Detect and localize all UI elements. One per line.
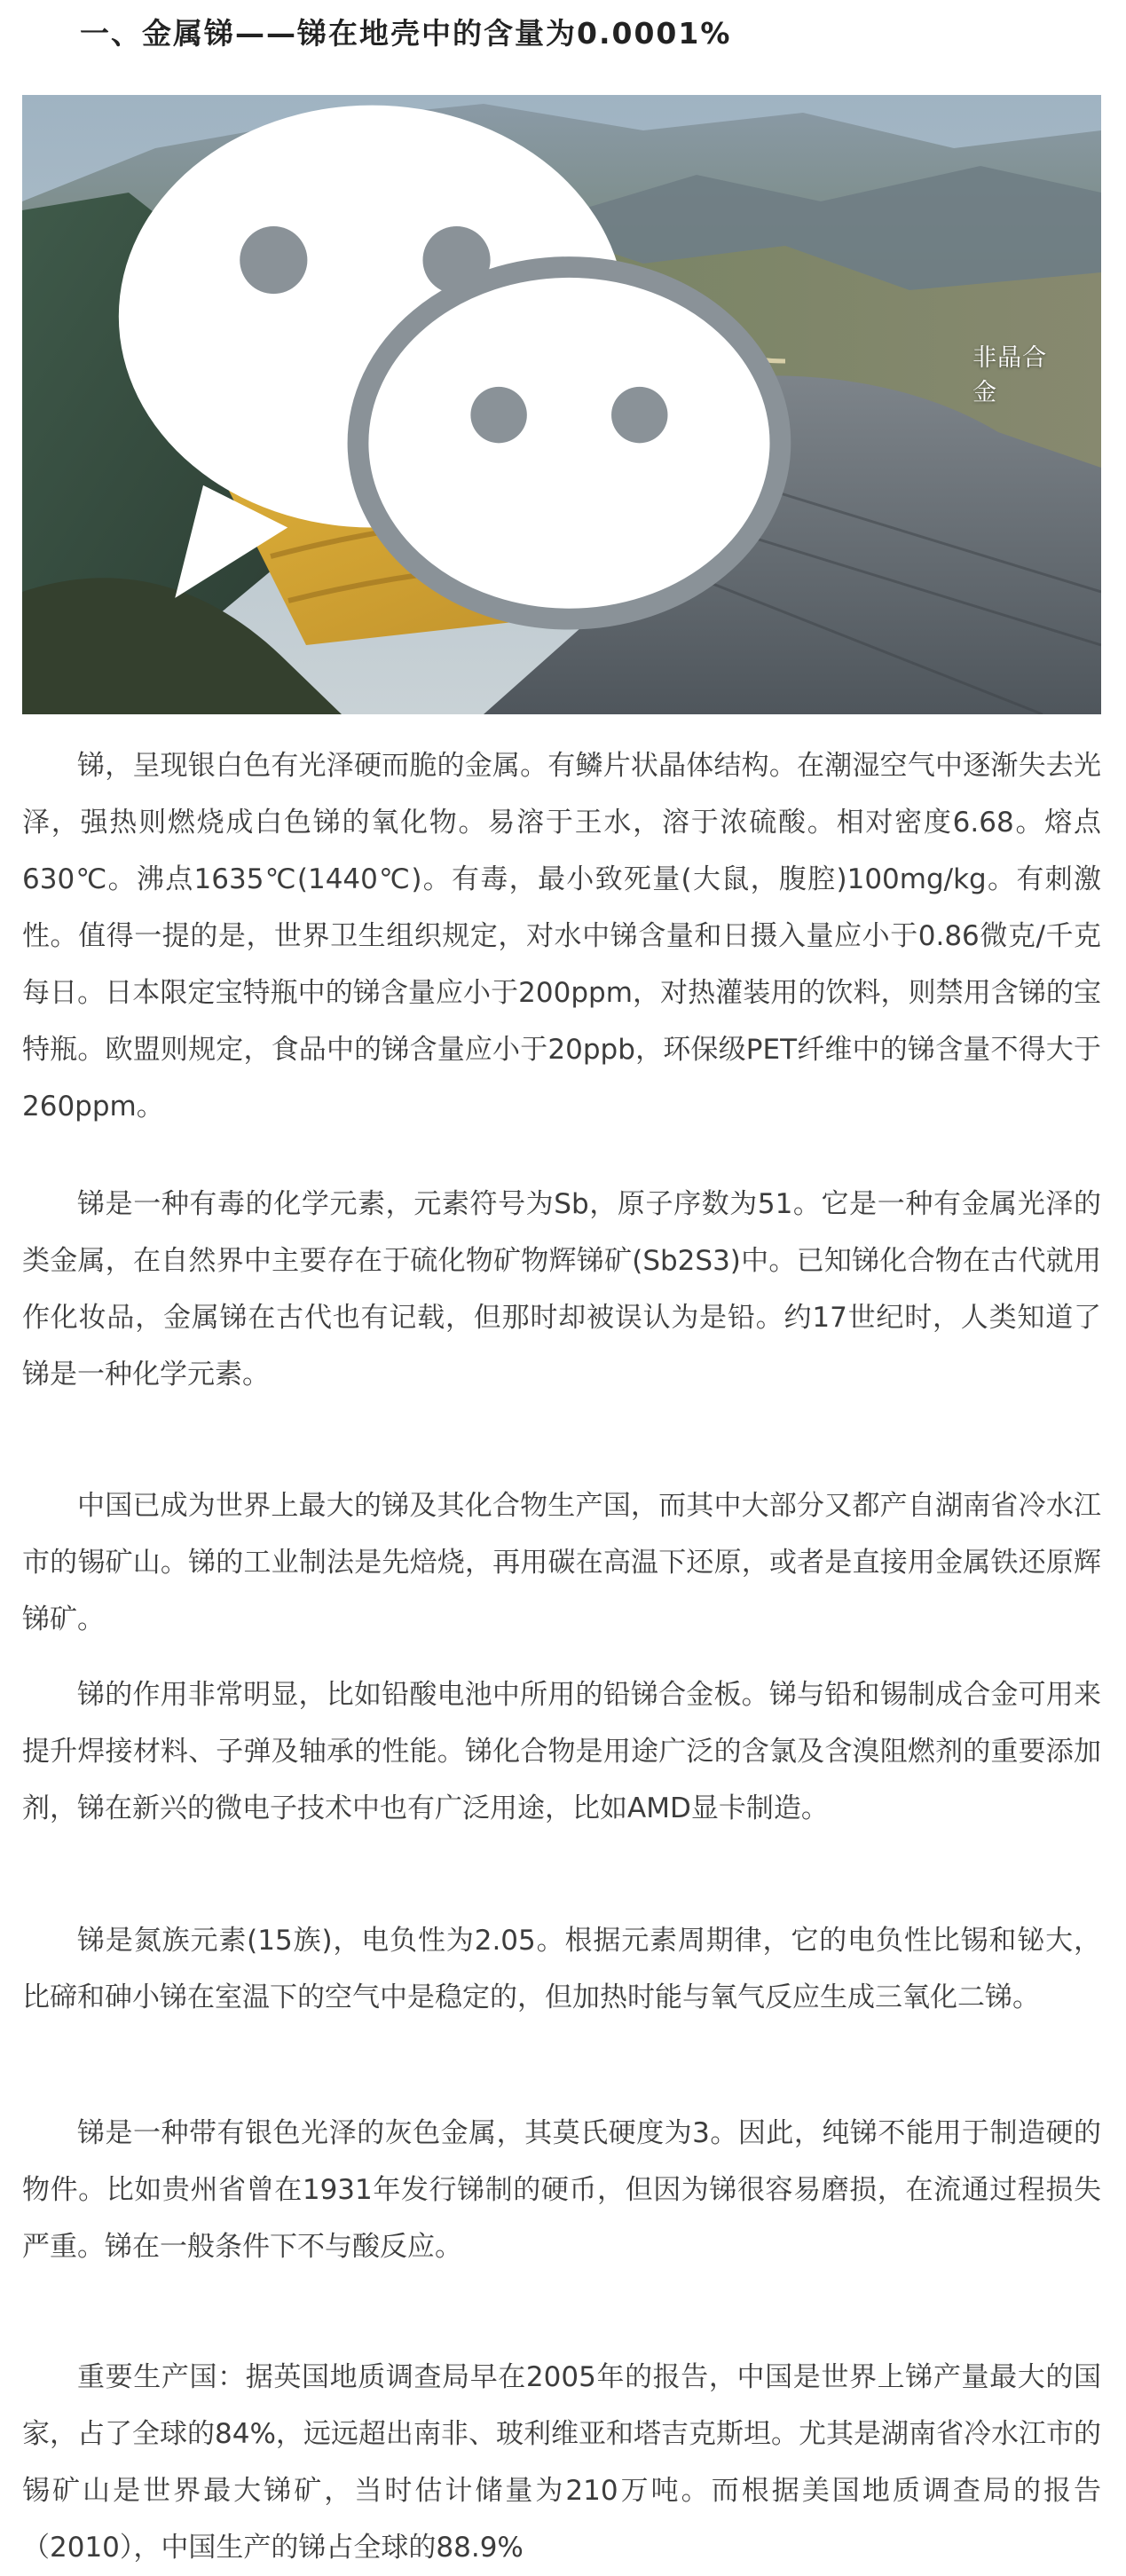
paragraph-hardness: 锑是一种带有银色光泽的灰色金属，其莫氏硬度为3。因此，纯锑不能用于制造硬的物件。比如贵州省曾在1931年发行锑制的硬币，但因为锑很容易磨损，在流通过程损失严重。锑在一般条件下不与酸反应。: [22, 2117, 1101, 2263]
mine-landscape-photo: [22, 95, 1101, 714]
paragraph-major-producers: 重要生产国：据英国地质调查局早在2005年的报告，中国是世界上锑产量最大的国家，占了全球的84%，远远超出南非、玻利维亚和塔吉克斯坦。尤其是湖南省冷水江市的锡矿山是世界最大锑矿，当时估计储量为210万吨。而根据美国地质调查局的报告（2010），中国生产的锑占全球的88.9%: [22, 2361, 1101, 2564]
paragraph-uses: 锑的作用非常明显，比如铅酸电池中所用的铅锑合金板。锑与铅和锡制成合金可用来提升焊接材料、子弹及轴承的性能。锑化合物是用途广泛的含氯及含溴阻燃剂的重要添加剂，锑在新兴的微电子技术中也有广泛用途，比如AMD显卡制造。: [22, 1679, 1101, 1824]
paragraph-electronegativity: 锑是氮族元素(15族)，电负性为2.05。根据元素周期律，它的电负性比锡和铋大，比碲和砷小锑在室温下的空气中是稳定的，但加热时能与氧气反应生成三氧化二锑。: [22, 1925, 1101, 2013]
paragraph-china-production: 中国已成为世界上最大的锑及其化合物生产国，而其中大部分又都产自湖南省冷水江市的锡矿山。锑的工业制法是先焙烧，再用碳在高温下还原，或者是直接用金属铁还原辉锑矿。: [22, 1490, 1101, 1635]
section-heading: 一、金属锑——锑在地壳中的含量为0.0001%: [80, 16, 732, 51]
image-watermark: [22, 95, 1066, 682]
paragraph-element-overview: 锑是一种有毒的化学元素，元素符号为Sb，原子序数为51。它是一种有金属光泽的类金属，在自然界中主要存在于硫化物矿物辉锑矿(Sb2S3)中。已知锑化合物在古代就用作化妆品，金属锑在古代也有记载，但那时却被误认为是铅。约17世纪时，人类知道了锑是一种化学元素。: [22, 1188, 1101, 1390]
paragraph-properties: 锑，呈现银白色有光泽硬而脆的金属。有鳞片状晶体结构。在潮湿空气中逐渐失去光泽，强热则燃烧成白色锑的氧化物。易溶于王水，溶于浓硫酸。相对密度6.68。熔点630℃。沸点1635℃(1440℃)。有毒，最小致死量(大鼠，腹腔)100mg/kg。有刺激性。值得一提的是，世界卫生组织规定，对水中锑含量和日摄入量应小于0.86微克/千克每日。日本限定宝特瓶中的锑含量应小于200ppm，对热灌装用的饮料，则禁用含锑的宝特瓶。欧盟则规定，食品中的锑含量应小于20ppb，环保级PET纤维中的锑含量不得大于260ppm。: [22, 750, 1101, 1123]
wechat-icon: [22, 95, 962, 682]
watermark-text: 非晶合金: [972, 344, 1048, 406]
